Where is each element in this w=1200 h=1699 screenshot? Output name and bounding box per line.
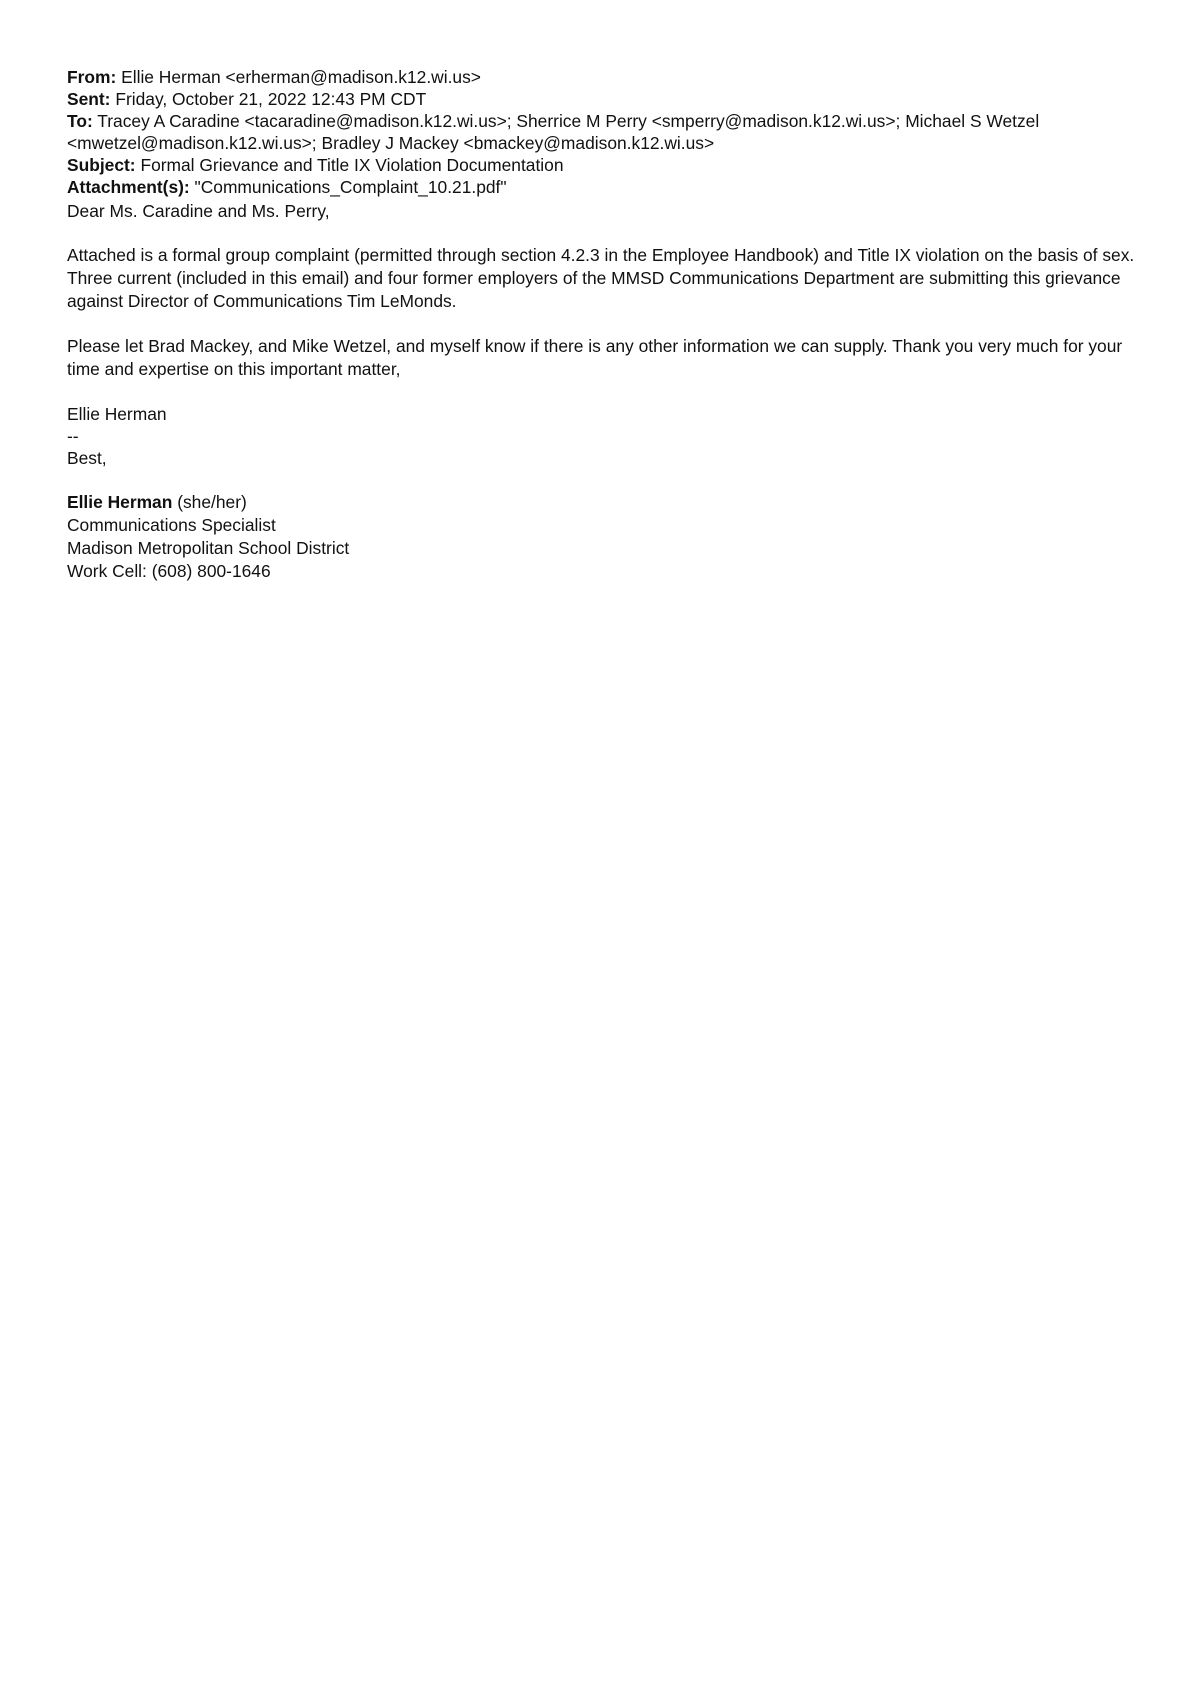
to-label: To: — [67, 111, 93, 131]
attachment-value: "Communications_Complaint_10.21.pdf" — [189, 177, 507, 197]
body-paragraph-1: Attached is a formal group complaint (permitted through section 4.2.3 in the Employee Handbook) and Title IX violation on the basis of sex. Three current (included in this email) and four former employers of the MMSD Communications Department are submitting this grievance against Director of Communications Tim LeMonds. — [67, 245, 1135, 311]
from-line — [67, 66, 1147, 88]
email-headers — [67, 66, 1147, 198]
signature-name-line — [67, 491, 1147, 514]
attachment-line — [67, 176, 1147, 198]
greeting: Dear Ms. Caradine and Ms. Perry, — [67, 201, 330, 221]
signature-title: Communications Specialist — [67, 515, 276, 535]
subject-label: Subject: — [67, 155, 136, 175]
subject-value: Formal Grievance and Title IX Violation Documentation — [135, 155, 564, 175]
closing-separator: -- — [67, 426, 79, 446]
closing-name: Ellie Herman — [67, 404, 167, 424]
from-value: Ellie Herman <erherman@madison.k12.wi.us> — [116, 67, 481, 87]
sent-label: Sent: — [67, 89, 111, 109]
email-document — [67, 66, 1147, 583]
from-label: From: — [67, 67, 117, 87]
sent-line — [67, 88, 1147, 110]
sent-value: Friday, October 21, 2022 12:43 PM CDT — [110, 89, 427, 109]
to-value: Tracey A Caradine <tacaradine@madison.k12.wi.us>; Sherrice M Perry <smperry@madison.k12.wi.us>; Michael S Wetzel <mwetzel@madison.k12.wi.us>; Bradley J Mackey <bmackey@madison.k12.wi.us> — [67, 111, 1040, 153]
attachment-label: Attachment(s): — [67, 177, 190, 197]
to-line — [67, 110, 1147, 154]
signature-phone: Work Cell: (608) 800-1646 — [67, 561, 271, 581]
closing — [67, 403, 1147, 469]
body-paragraph-2: Please let Brad Mackey, and Mike Wetzel, and myself know if there is any other information we can supply. Thank you very much for your time and expertise on this important matter, — [67, 336, 1123, 379]
signature-organization: Madison Metropolitan School District — [67, 538, 350, 558]
signature-name: Ellie Herman — [67, 492, 173, 512]
closing-word: Best, — [67, 448, 107, 468]
subject-line — [67, 154, 1147, 176]
signature-block — [67, 491, 1147, 583]
signature-pronouns: (she/her) — [172, 492, 247, 512]
